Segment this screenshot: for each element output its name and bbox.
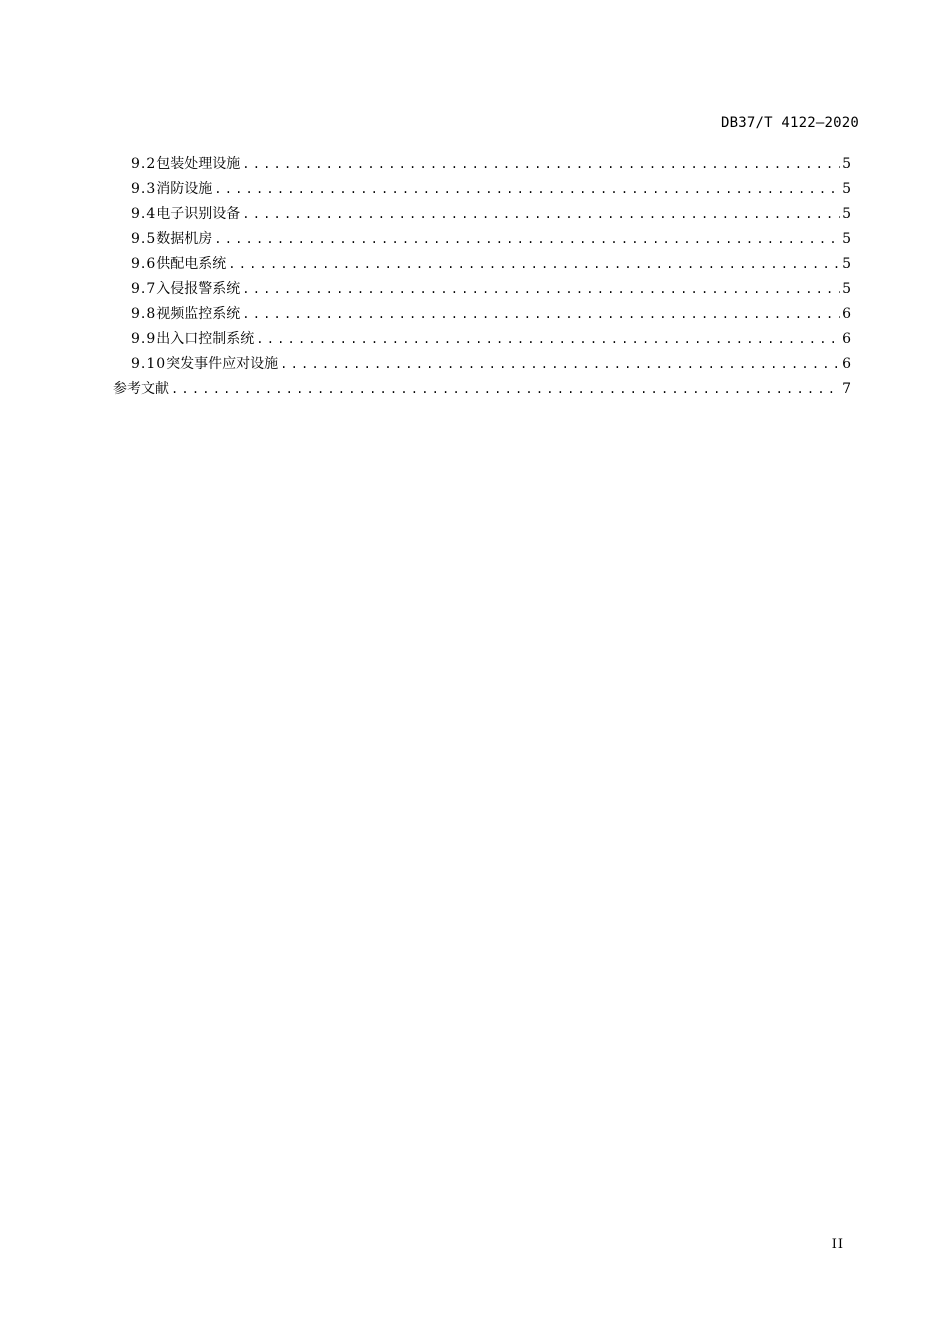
toc-entry-page: 6	[842, 331, 851, 347]
toc-entry-page: 6	[842, 306, 851, 322]
toc-entry-9-6[interactable]	[113, 252, 851, 277]
toc-entry-title: 突发事件应对设施	[166, 356, 279, 372]
toc-entry-page: 5	[842, 181, 851, 197]
page-number: II	[831, 1237, 844, 1252]
toc-entry-number: 9.10	[131, 356, 167, 372]
toc-entry-9-7[interactable]	[113, 277, 851, 302]
toc-leader-dots	[242, 152, 840, 177]
toc-entry-page: 5	[842, 256, 851, 272]
toc-leader-dots	[214, 177, 840, 202]
toc-entry-page: 7	[842, 381, 851, 397]
toc-entry-title: 出入口控制系统	[156, 331, 255, 347]
toc-entry-title: 包装处理设施	[156, 156, 241, 172]
toc-entry-number: 9.8	[131, 306, 157, 322]
table-of-contents	[113, 152, 851, 402]
toc-entry-9-8[interactable]	[113, 302, 851, 327]
toc-entry-number: 9.4	[131, 206, 157, 222]
toc-entry-9-9[interactable]	[113, 327, 851, 352]
toc-entry-number: 9.6	[131, 256, 157, 272]
toc-entry-title: 参考文献	[113, 381, 169, 397]
toc-entry-title: 视频监控系统	[156, 306, 241, 322]
toc-leader-dots	[214, 227, 840, 252]
toc-leader-dots	[242, 277, 840, 302]
toc-entry-page: 6	[842, 356, 851, 372]
toc-leader-dots	[280, 352, 840, 377]
toc-entry-9-4[interactable]	[113, 202, 851, 227]
toc-entry-page: 5	[842, 231, 851, 247]
toc-entry-page: 5	[842, 156, 851, 172]
toc-entry-9-5[interactable]	[113, 227, 851, 252]
toc-entry-title: 数据机房	[156, 231, 213, 247]
toc-entry-number: 9.5	[131, 231, 157, 247]
toc-entry-title: 供配电系统	[156, 256, 227, 272]
toc-entry-title: 消防设施	[156, 181, 213, 197]
toc-entry-title: 入侵报警系统	[156, 281, 241, 297]
toc-entry-number: 9.9	[131, 331, 157, 347]
toc-entry-9-3[interactable]	[113, 177, 851, 202]
toc-entry-number: 9.7	[131, 281, 157, 297]
toc-entry-9-10[interactable]	[113, 352, 851, 377]
toc-leader-dots	[228, 252, 840, 277]
toc-leader-dots	[171, 377, 840, 402]
toc-leader-dots	[242, 302, 840, 327]
toc-entry-number: 9.3	[131, 181, 157, 197]
toc-entry-number: 9.2	[131, 156, 157, 172]
toc-entry-page: 5	[842, 281, 851, 297]
document-code: DB37/T 4122—2020	[720, 115, 859, 131]
toc-entry-9-2[interactable]	[113, 152, 851, 177]
toc-leader-dots	[242, 202, 840, 227]
toc-entry-references[interactable]	[113, 377, 851, 402]
toc-entry-page: 5	[842, 206, 851, 222]
toc-entry-title: 电子识别设备	[156, 206, 241, 222]
toc-leader-dots	[256, 327, 840, 352]
